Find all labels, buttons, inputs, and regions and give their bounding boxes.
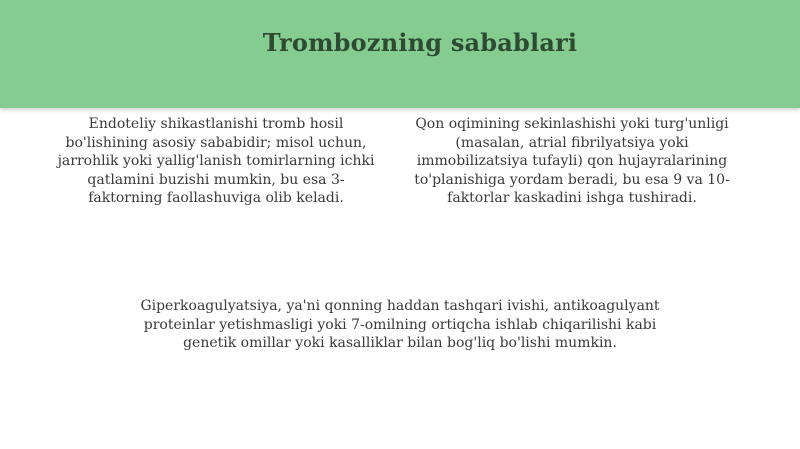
slide-title: Trombozning sabablari [262, 28, 578, 57]
paragraph-hypercoagulability: Giperkoagulyatsiya, ya'ni qonning haddan tashqari ivishi, antikoagulyant proteinlar yetishmasligi yoki 7-omilning ortiqcha ishlab chiqarilishi kabi genetik omillar yoki kasalliklar bilan bog'liq bo'lishi mumkin. [140, 298, 660, 351]
paragraph-blood-stasis: Qon oqimining sekinlashishi yoki turg'unligi (masalan, atrial fibrilyatsiya yoki immobilizatsiya tufayli) qon hujayralarining to'planishiga yordam beradi, bu esa 9 va 10-faktorlar kaskadini ishga tushiradi. [414, 116, 730, 206]
paragraph-endothelial-damage: Endoteliy shikastlanishi tromb hosil bo'lishining asosiy sababidir; misol uchun, jarrohlik yoki yallig'lanish tomirlarning ichki qatlamini buzishi mumkin, bu esa 3-faktorning faollashuviga olib keladi. [57, 116, 375, 206]
